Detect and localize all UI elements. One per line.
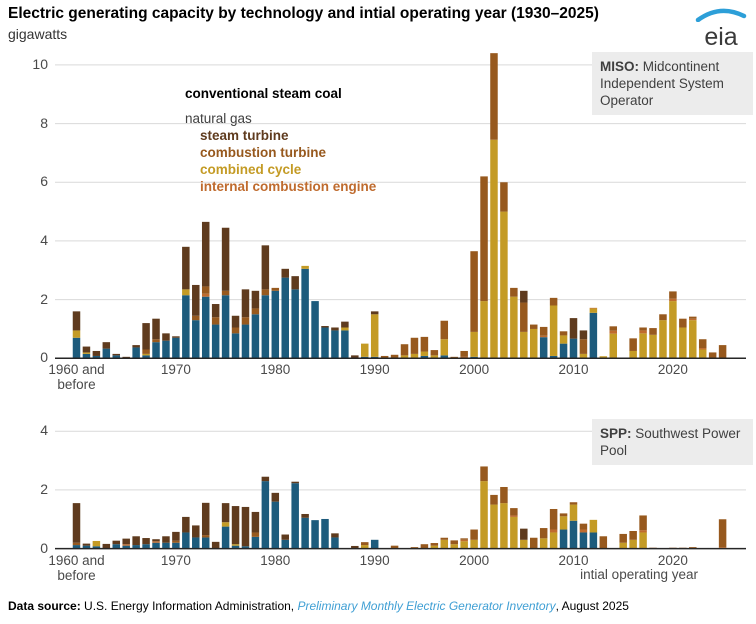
bar-segment-ct-spp-1996	[431, 543, 439, 546]
bar-segment-st-miso-1972	[192, 285, 200, 316]
bar-segment-st-miso-1968	[152, 319, 160, 340]
bar-segment-cc-miso-1987	[341, 327, 349, 330]
bar-segment-st-spp-1965	[122, 539, 130, 545]
bar-segment-ct-miso-2004	[510, 288, 518, 297]
bar-segment-ct-spp-2003	[500, 487, 508, 503]
bar-segment-coal-miso-1983	[301, 269, 309, 358]
bar-segment-coal-miso-1960-and-before	[73, 338, 81, 359]
bar-segment-st-miso-1973	[202, 222, 210, 287]
bar-segment-ct-spp-2004	[510, 508, 518, 515]
bar-segment-ice-miso-2023	[699, 348, 707, 349]
bar-segment-cc-spp-1976	[232, 544, 240, 545]
x-tick-miso-2010: 2010	[558, 362, 589, 377]
bar-segment-st-miso-1976	[232, 316, 240, 328]
bar-segment-cc-miso-1983	[301, 266, 309, 269]
spp-callout-abbr: SPP:	[600, 426, 632, 441]
bar-segment-cc-miso-2004	[510, 297, 518, 359]
bar-segment-cc-miso-2009	[560, 335, 568, 343]
bar-segment-cc-miso-2003	[500, 212, 508, 359]
bar-segment-coal-spp-1975	[222, 527, 230, 549]
bar-segment-cc-spp-2009	[560, 516, 568, 529]
bar-segment-st-spp-1983	[301, 514, 309, 518]
bar-segment-st-spp-1961	[83, 544, 91, 546]
bar-segment-ct-miso-1968	[152, 339, 160, 342]
spp-callout	[592, 419, 753, 465]
bar-segment-coal-spp-1984	[311, 520, 319, 548]
bar-segment-ice-spp-2011	[580, 530, 588, 533]
bar-segment-st-miso-1977	[242, 289, 250, 317]
y-tick-label-spp-4: 4	[40, 422, 48, 439]
x-tick-first-line2: before	[57, 377, 96, 392]
source-link[interactable]: Preliminary Monthly Electric Generator Inventory	[297, 599, 556, 613]
bar-segment-st-miso-1967	[142, 323, 150, 349]
bar-segment-cc-miso-2022	[689, 320, 697, 358]
bar-segment-coal-miso-1982	[291, 289, 299, 358]
bar-segment-cc-miso-2001	[480, 301, 488, 358]
bar-segment-coal-spp-1969	[162, 543, 170, 549]
legend-item-st: steam turbine	[200, 128, 289, 143]
x-tick-first-line2: before	[57, 567, 96, 583]
x-tick-spp-1970: 1970	[160, 552, 191, 568]
bar-segment-st-spp-1974	[212, 542, 220, 549]
bar-segment-cc-miso-1967	[142, 354, 150, 355]
bar-segment-coal-miso-1981	[281, 278, 289, 359]
data-source-note	[8, 599, 629, 613]
bar-segment-cc-spp-2005	[520, 540, 528, 549]
bar-segment-ice-spp-1999	[460, 540, 468, 541]
bar-segment-cc-miso-2008	[550, 305, 558, 355]
bar-segment-ct-spp-2006	[530, 538, 538, 549]
legend-item-ice: internal combustion engine	[200, 179, 377, 194]
bar-segment-coal-spp-2012	[590, 532, 598, 548]
x-tick-miso-2000: 2000	[459, 362, 490, 377]
bar-segment-cc-miso-2012	[590, 308, 598, 312]
bar-segment-ice-miso-2022	[689, 319, 697, 320]
bar-segment-coal-spp-1979	[262, 481, 270, 548]
bar-segment-ct-miso-2001	[480, 176, 488, 301]
bar-segment-ct-miso-1979	[262, 289, 270, 295]
bar-segment-ct-spp-1989	[361, 542, 369, 545]
bar-segment-coal-miso-1968	[152, 342, 160, 358]
x-tick-miso-1990: 1990	[359, 362, 390, 377]
bar-segment-st-spp-1980	[272, 493, 280, 502]
bar-segment-coal-spp-1970	[172, 543, 180, 549]
y-tick-label-miso-10: 10	[32, 55, 48, 72]
bar-segment-ct-spp-1970	[172, 541, 180, 543]
bar-segment-coal-spp-1986	[331, 537, 339, 548]
bar-segment-cc-spp-2002	[490, 505, 498, 549]
bar-segment-ct-miso-1993	[401, 344, 409, 355]
bar-segment-cc-miso-1961	[83, 352, 91, 353]
bar-segment-ct-miso-2020	[669, 291, 677, 298]
bar-segment-coal-miso-1975	[222, 295, 230, 358]
y-tick-label-spp-0: 0	[40, 539, 48, 556]
bar-segment-cc-miso-1960-and-before	[73, 330, 81, 337]
bar-segment-coal-miso-1978	[252, 314, 259, 358]
bar-segment-ct-spp-2001	[480, 466, 488, 481]
bar-segment-cc-miso-2020	[669, 301, 677, 358]
bar-segment-cc-spp-2003	[500, 503, 508, 548]
bar-segment-ct-miso-2003	[500, 182, 508, 211]
bar-segment-st-spp-1967	[142, 538, 150, 544]
legend-item-ct: combustion turbine	[200, 145, 326, 160]
bar-segment-cc-spp-2012	[590, 520, 598, 533]
y-tick-label-miso-0: 0	[40, 349, 48, 366]
bar-segment-coal-miso-2009	[560, 344, 568, 359]
bar-segment-st-spp-1977	[242, 507, 250, 546]
bar-segment-cc-miso-2002	[490, 140, 498, 359]
bar-segment-ct-spp-2009	[560, 513, 568, 516]
data-source-text: U.S. Energy Information Administration,	[80, 599, 298, 613]
bar-segment-ct-miso-2016	[629, 338, 637, 351]
bar-segment-ct-miso-1974	[212, 317, 220, 324]
eia-logo-swoosh-icon	[694, 6, 748, 22]
bar-segment-ct-miso-1975	[222, 291, 230, 295]
bar-segment-coal-miso-2012	[590, 313, 598, 358]
bar-segment-coal-spp-1971	[182, 532, 190, 548]
bar-segment-cc-spp-2015	[619, 543, 627, 549]
bar-segment-st-spp-1971	[182, 517, 190, 533]
bar-segment-ct-miso-2002	[490, 53, 498, 140]
bar-segment-st-spp-1981	[281, 535, 289, 540]
bar-segment-coal-miso-1974	[212, 325, 220, 359]
x-tick-miso-2020: 2020	[657, 362, 688, 377]
bar-segment-st-spp-1978	[252, 512, 259, 533]
bar-segment-cc-miso-1990	[371, 314, 379, 357]
units-subtitle: gigawatts	[8, 26, 68, 42]
bar-segment-coal-spp-2009	[560, 530, 568, 549]
bar-segment-ct-spp-1978	[252, 532, 259, 536]
bar-segment-coal-miso-1980	[272, 291, 280, 358]
bar-segment-ct-miso-1976	[232, 327, 240, 333]
bar-segment-cc-miso-2019	[659, 320, 667, 358]
bar-segment-coal-miso-1970	[172, 338, 180, 359]
bar-segment-st-spp-1979	[262, 477, 270, 481]
bar-segment-cc-miso-2000	[470, 332, 478, 357]
bar-segment-ct-miso-1994	[411, 338, 419, 354]
bar-segment-st-miso-1971	[182, 247, 190, 290]
bar-segment-ct-spp-1960-and-before	[73, 543, 81, 545]
bar-segment-st-miso-2010	[570, 318, 578, 339]
bar-segment-st-miso-1987	[341, 322, 349, 328]
y-tick-label-miso-2: 2	[40, 290, 48, 307]
bar-segment-cc-miso-2021	[679, 327, 687, 358]
bar-segment-st-miso-1985	[321, 326, 329, 327]
bar-segment-cc-spp-2017	[639, 532, 647, 548]
bar-segment-cc-miso-2017	[639, 333, 647, 358]
bar-segment-cc-spp-2010	[570, 505, 578, 521]
bar-segment-cc-spp-1975	[222, 522, 230, 526]
miso-callout-abbr: MISO:	[600, 59, 639, 74]
miso-callout-text: Midcontinent Independent System Operator	[600, 59, 724, 108]
bar-segment-st-miso-2011	[580, 330, 588, 339]
bar-segment-ct-miso-2022	[689, 317, 697, 319]
y-tick-label-miso-8: 8	[40, 114, 48, 131]
bar-segment-st-spp-1986	[331, 533, 339, 537]
bar-segment-st-spp-1982	[291, 482, 299, 483]
bar-segment-st-miso-1962	[93, 351, 101, 356]
bar-segment-ct-miso-1967	[142, 350, 150, 354]
bar-segment-coal-miso-1986	[331, 330, 339, 358]
bar-segment-ct-spp-2017	[639, 515, 647, 530]
bar-segment-ice-spp-2004	[510, 515, 518, 516]
bar-segment-ice-miso-2012	[590, 308, 598, 309]
bar-segment-ct-miso-2009	[560, 331, 568, 335]
legend-coal-label: conventional steam coal	[185, 86, 342, 101]
bar-segment-ice-spp-2008	[550, 530, 558, 533]
bar-segment-ice-miso-2020	[669, 299, 677, 301]
bar-segment-ct-miso-2018	[649, 328, 657, 335]
bar-segment-st-miso-2005	[520, 291, 528, 303]
bar-segment-st-spp-1976	[232, 506, 240, 544]
bar-segment-coal-miso-1972	[192, 320, 200, 358]
bar-segment-coal-miso-1969	[162, 341, 170, 359]
legend-item-cc: combined cycle	[200, 162, 302, 177]
bar-segment-coal-miso-1963	[103, 349, 111, 359]
bar-segment-st-spp-1969	[162, 536, 170, 542]
bar-segment-st-miso-1966	[132, 345, 140, 347]
bar-segment-coal-spp-2010	[570, 521, 578, 549]
bar-segment-cc-miso-1971	[182, 289, 190, 295]
bar-segment-cc-miso-2014	[610, 334, 618, 359]
bar-segment-ct-miso-2025	[719, 345, 727, 358]
bar-segment-coal-spp-1981	[281, 540, 289, 549]
bar-segment-ct-miso-2005	[520, 303, 528, 332]
bar-segment-cc-miso-2005	[520, 332, 528, 358]
bar-segment-ct-miso-2023	[699, 339, 707, 348]
x-tick-spp-2010: 2010	[558, 552, 589, 568]
bar-segment-coal-spp-1980	[272, 502, 280, 549]
bar-segment-st-miso-1990	[371, 311, 379, 314]
bar-segment-st-miso-1963	[103, 342, 111, 348]
data-source-prefix: Data source:	[8, 599, 81, 613]
bar-segment-ct-spp-2013	[600, 536, 608, 548]
bar-segment-coal-miso-1987	[341, 330, 349, 358]
bar-segment-ct-miso-1978	[252, 308, 259, 314]
y-tick-label-spp-2: 2	[40, 480, 48, 497]
x-axis-title: intial operating year	[580, 567, 698, 582]
bar-segment-ct-spp-1998	[450, 540, 458, 544]
bar-segment-cc-miso-1989	[361, 344, 369, 357]
bar-segment-st-miso-1981	[281, 269, 289, 278]
bar-segment-ct-miso-2024	[709, 352, 717, 358]
bar-segment-st-spp-2005	[520, 529, 528, 540]
bar-segment-cc-spp-2000	[470, 540, 478, 549]
bar-segment-st-miso-1974	[212, 304, 220, 317]
x-tick-spp-2020: 2020	[657, 552, 688, 568]
bar-segment-st-spp-1970	[172, 532, 180, 541]
bar-segment-st-miso-1961	[83, 347, 91, 353]
bar-segment-ct-spp-2008	[550, 509, 558, 530]
bar-segment-st-miso-1964	[113, 354, 121, 355]
miso-callout	[592, 52, 753, 115]
bar-segment-st-miso-1982	[291, 276, 299, 289]
bar-segment-coal-miso-1971	[182, 295, 190, 358]
bar-segment-st-miso-1986	[331, 327, 339, 330]
bar-segment-cc-miso-1995	[421, 352, 429, 356]
bar-segment-ct-spp-1973	[202, 535, 210, 537]
bar-segment-ct-miso-1973	[202, 286, 210, 293]
bar-segment-coal-spp-1990	[371, 540, 379, 549]
bar-segment-cc-miso-2023	[699, 350, 707, 359]
bar-segment-ice-miso-2017	[639, 330, 647, 333]
bar-segment-ct-spp-2000	[470, 530, 478, 540]
bar-segment-coal-miso-1979	[262, 295, 270, 358]
bar-segment-ct-miso-2014	[610, 326, 618, 330]
bar-segment-coal-spp-1968	[152, 543, 160, 549]
bar-segment-ct-miso-2000	[470, 251, 478, 332]
bar-segment-ct-miso-1980	[272, 288, 280, 291]
bar-segment-ct-miso-1997	[441, 321, 449, 339]
bar-segment-st-miso-1975	[222, 228, 230, 291]
bar-segment-st-spp-1968	[152, 539, 160, 541]
bar-segment-coal-miso-1977	[242, 325, 250, 359]
bar-segment-cc-miso-2006	[530, 329, 538, 358]
bar-segment-ct-spp-2010	[570, 502, 578, 504]
bar-segment-cc-spp-1962	[93, 541, 101, 546]
eia-logo-text: eia	[704, 23, 738, 51]
bar-segment-coal-miso-1984	[311, 301, 319, 358]
x-tick-miso-1980: 1980	[260, 362, 291, 377]
bar-segment-ct-spp-1997	[441, 538, 449, 540]
bar-segment-coal-miso-2007	[540, 337, 548, 358]
bar-segment-coal-spp-1978	[252, 537, 259, 549]
bar-segment-ice-miso-1973	[202, 294, 210, 297]
bar-segment-ct-spp-2016	[629, 531, 637, 540]
bar-segment-cc-spp-2008	[550, 532, 558, 548]
bar-segment-ct-miso-2017	[639, 327, 647, 330]
bar-segment-cc-spp-2004	[510, 517, 518, 549]
legend-natural-gas-label: natural gas	[185, 111, 252, 126]
bar-segment-ct-miso-1995	[421, 337, 429, 352]
bar-segment-ice-miso-2014	[610, 331, 618, 334]
bar-segment-cc-miso-2018	[649, 335, 657, 358]
bar-segment-coal-spp-1973	[202, 537, 210, 548]
bar-segment-ct-miso-1996	[431, 350, 439, 355]
bar-segment-cc-spp-1999	[460, 541, 468, 548]
bar-segment-st-spp-1973	[202, 503, 210, 535]
bar-segment-coal-spp-1972	[192, 537, 200, 548]
bar-segment-cc-spp-2001	[480, 481, 488, 548]
bar-segment-coal-spp-1982	[291, 483, 299, 548]
bar-segment-coal-spp-1983	[301, 518, 309, 549]
bar-segment-cc-miso-2016	[629, 351, 637, 358]
x-tick-miso-1970: 1970	[160, 362, 191, 377]
bar-segment-st-miso-1970	[172, 336, 180, 337]
bar-segment-ice-miso-2007	[540, 336, 548, 337]
x-tick-spp-1980: 1980	[260, 552, 291, 568]
bar-segment-ct-spp-2025	[719, 519, 727, 547]
bar-segment-ct-miso-1972	[192, 316, 200, 320]
bar-segment-ct-miso-2008	[550, 298, 558, 306]
eia-logo	[694, 6, 748, 51]
y-tick-label-miso-6: 6	[40, 173, 48, 190]
bar-segment-ct-miso-2007	[540, 327, 548, 336]
bar-segment-coal-miso-1966	[132, 347, 140, 358]
x-tick-first-line1: 1960 and	[48, 552, 105, 568]
bar-segment-st-spp-1964	[113, 541, 121, 545]
data-source-suffix: , August 2025	[555, 599, 629, 613]
spp-callout-text: Southwest Power Pool	[600, 426, 741, 458]
bar-segment-ct-miso-2011	[580, 339, 588, 354]
legend-gas-items	[200, 127, 376, 195]
x-tick-first-line1: 1960 and	[48, 362, 105, 377]
bar-segment-coal-spp-1985	[321, 519, 329, 549]
bar-segment-coal-miso-1985	[321, 327, 329, 358]
bar-segment-ct-miso-2006	[530, 325, 538, 329]
bar-segment-ice-spp-2017	[639, 530, 647, 532]
bar-segment-ct-spp-2011	[580, 524, 588, 530]
bar-segment-ice-spp-1965	[122, 544, 130, 545]
bar-segment-st-miso-1969	[162, 333, 170, 340]
bar-segment-coal-miso-1976	[232, 333, 240, 358]
bar-segment-ct-miso-1999	[460, 351, 468, 357]
bar-segment-st-spp-1975	[222, 503, 230, 522]
x-tick-spp-1990: 1990	[359, 552, 390, 568]
bar-segment-st-spp-1960-and-before	[73, 503, 81, 543]
bar-segment-ice-spp-1968	[152, 541, 160, 542]
bar-segment-ct-spp-1999	[460, 538, 468, 539]
bar-segment-st-miso-1979	[262, 245, 270, 289]
page-title: Electric generating capacity by technology and intial operating year (1930–2025)	[8, 5, 599, 22]
bar-segment-st-spp-1966	[132, 536, 140, 545]
bar-segment-coal-miso-2010	[570, 339, 578, 359]
bar-segment-cc-spp-2016	[629, 540, 637, 549]
bar-segment-coal-spp-2011	[580, 532, 588, 548]
bar-segment-ct-miso-2019	[659, 314, 667, 320]
bar-segment-ct-spp-2015	[619, 534, 627, 543]
bar-segment-ct-spp-2007	[540, 528, 548, 538]
bar-segment-st-miso-1960-and-before	[73, 311, 81, 330]
bar-segment-coal-miso-1973	[202, 297, 210, 359]
bar-segment-cc-miso-1997	[441, 339, 449, 355]
bar-segment-cc-spp-2007	[540, 538, 548, 548]
bar-segment-ct-miso-1977	[242, 317, 250, 324]
y-tick-label-miso-4: 4	[40, 231, 48, 248]
bar-segment-st-miso-1978	[252, 291, 259, 309]
bar-segment-ct-spp-2002	[490, 495, 498, 505]
bar-segment-ct-miso-2021	[679, 319, 687, 328]
x-tick-spp-2000: 2000	[459, 552, 490, 568]
bar-segment-cc-spp-1997	[441, 540, 449, 549]
bar-segment-st-spp-1972	[192, 525, 200, 537]
